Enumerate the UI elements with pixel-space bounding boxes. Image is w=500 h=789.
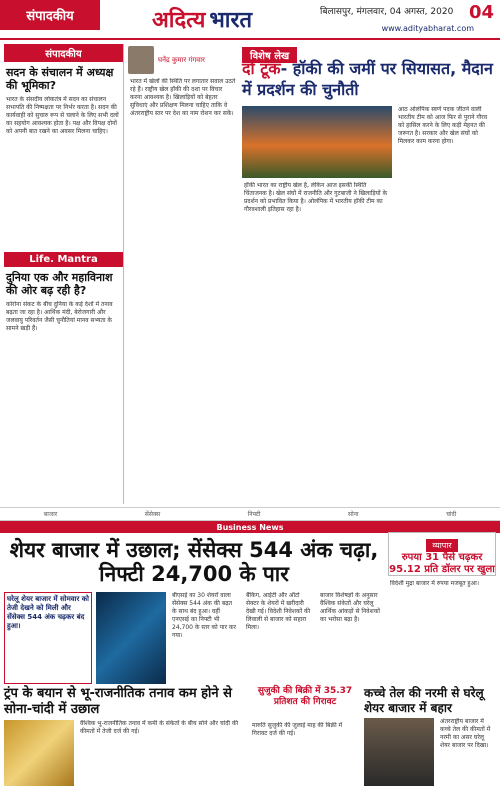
hockey-article-right [396, 106, 496, 504]
editorial-box-label: संपादकीय [4, 44, 123, 62]
market-text-3: बाजार विशेषज्ञों के अनुसार वैश्विक संकेतों और घरेलू आर्थिक आंकड़ों से निवेशकों का भरोसा बढ़ा है। [320, 592, 380, 623]
website-link[interactable]: www.adityabharat.com [381, 24, 474, 33]
ticker-item[interactable]: चांदी [446, 511, 457, 518]
dateline: बिलासपुर, मंगलवार, 04 अगस्त, 2020 [320, 7, 454, 17]
market-text-2: बैंकिंग, आईटी और ऑटो सेक्टर के शेयरों में खरीदारी देखी गई। विदेशी निवेशकों की लिवाली से बाजार को सहारा मिला। [246, 592, 311, 631]
life-mantra-title: दुनिया एक और महाविनाश की ओर बढ़ रही है? [6, 271, 113, 297]
gold-silver-headline[interactable]: ट्रंप के बयान से भू-राजनीतिक तनाव कम होने से सोना-चांदी में उछाल [4, 686, 232, 717]
business-news-label: Business News [216, 522, 284, 532]
market-lead-box [4, 592, 92, 684]
suzuki-headline[interactable]: सुजुकी की बिक्री में 35.37 प्रतिशत की गिरावट [257, 686, 353, 707]
headline-red: दो टूक [242, 59, 281, 78]
market-lead: घरेलू शेयर बाजार में सोमवार को तेजी देखने को मिली और सेंसेक्स 544 अंक चढ़कर बंद हुआ। [7, 595, 89, 630]
market-headline[interactable]: शेयर बाजार में उछाल; सेंसेक्स 544 अंक चढ़ा, निफ्टी 24,700 के पार [9, 538, 379, 586]
author-name: घनेंद्र कुमार गंगवार [158, 55, 205, 64]
rupee-title[interactable]: रुपया 31 पैसे चढ़कर 95.12 प्रति डॉलर पर खुला [389, 552, 495, 575]
hockey-article-body [242, 182, 392, 504]
editorial-text: भारत के संसदीय लोकतंत्र में सदन का संचालन सभापति की निष्पक्षता पर निर्भर करता है। सदन की कार्यवाही को सुचारु रूप से चलाने के लिए सभी दलों का सहयोग आवश्यक होता है। पक्ष और विपक्ष दोनों को अपनी बात रखने का अवसर मिलना चाहिए। [6, 96, 119, 135]
crude-oil-text: अंतरराष्ट्रीय बाजार में कच्चे तेल की कीमतों में नरमी का असर घरेलू शेयर बाजार पर दिखा। [440, 718, 491, 749]
rupee-text: विदेशी मुद्रा बाजार में रुपया मजबूत हुआ। [390, 580, 480, 587]
newspaper-logo[interactable] [152, 4, 252, 34]
masthead [0, 0, 500, 40]
ticker-item[interactable]: निफ्टी [247, 511, 261, 518]
gold-jewellery-photo [4, 720, 74, 786]
suzuki-text: मारुति सुजुकी की जुलाई माह की बिक्री में गिरावट दर्ज की गई। [252, 722, 343, 737]
ticker-strip [0, 507, 500, 521]
special-tag: विशेष लेख [242, 47, 297, 63]
opinion-column [128, 44, 238, 504]
hockey-headline[interactable] [242, 58, 496, 104]
stock-chart-photo [96, 592, 166, 684]
hockey-text: हॉकी भारत का राष्ट्रीय खेल है, लेकिन आज इसकी स्थिति चिंताजनक है। खेल संघों में राजनीति और गुटबाजी ने खिलाड़ियों के प्रदर्शन को प्रभावित किया है। ओलंपिक में भारतीय हॉकी टीम का गौरवशाली इतिहास रहा है। [244, 182, 388, 213]
market-text-1: बीएसई का 30 शेयरों वाला सेंसेक्स 544 अंक की बढ़त के साथ बंद हुआ। वहीं एनएसई का निफ्टी भी 24,700 के स्तर को पार कर गया। [172, 592, 236, 639]
author-photo [128, 46, 154, 74]
author-byline [128, 46, 238, 74]
editorial-title: सदन के संचालन में अध्यक्ष की भूमिका? [6, 66, 114, 92]
opinion-text: भारत में खेलों की स्थिति पर लगातार सवाल उठते रहे हैं। राष्ट्रीय खेल हॉकी की दशा पर विचार करना आवश्यक है। खिलाड़ियों को बेहतर सुविधाएं और प्रशिक्षण मिलना चाहिए ताकि वे अंतरराष्ट्रीय स्तर पर देश का नाम रोशन कर सकें। [130, 78, 236, 117]
crude-oil-photo [364, 718, 434, 786]
hockey-team-photo [242, 106, 392, 178]
ticker-item[interactable]: सोना [348, 511, 359, 518]
logo-part1: अदित्य [152, 7, 206, 33]
life-mantra-text: कोरोना संकट के बीच दुनिया के कई देशों में तनाव बढ़ता जा रहा है। आर्थिक मंदी, बेरोजगारी और जलवायु परिवर्तन जैसी चुनौतियां मानव सभ्यता के सामने खड़ी हैं। [6, 301, 113, 332]
ticker-item[interactable]: सेंसेक्स [144, 511, 161, 518]
headline-rest: - हॉकी की जमीं पर सियासत, मैदान में प्रदर्शन की चुनौती [242, 59, 493, 99]
gold-silver-text: वैश्विक भू-राजनीतिक तनाव में कमी के संकेतों के बीच सोने और चांदी की कीमतों में तेजी दर्ज की गई। [80, 720, 239, 735]
rupee-tag: व्यापार [426, 539, 457, 552]
life-mantra-label: Life. Mantra [4, 252, 123, 267]
page-number: 04 [468, 2, 494, 23]
hockey-right-text: आठ ओलंपिक स्वर्ण पदक जीतने वाली भारतीय टीम को आज फिर से पुराने गौरव को हासिल करने के लिए कड़ी मेहनत की जरूरत है। सरकार और खेल संघों को मिलकर काम करना होगा। [398, 106, 488, 145]
section-label: संपादकीय [0, 0, 100, 30]
suzuki-box [250, 686, 360, 708]
ticker-item[interactable]: बाजार [43, 511, 58, 518]
editorial-column [4, 44, 124, 504]
crude-oil-headline[interactable]: कच्चे तेल की नरमी से घरेलू शेयर बाजार में बहार [364, 686, 484, 715]
logo-part2: भारत [209, 7, 253, 33]
rupee-box [388, 532, 496, 576]
